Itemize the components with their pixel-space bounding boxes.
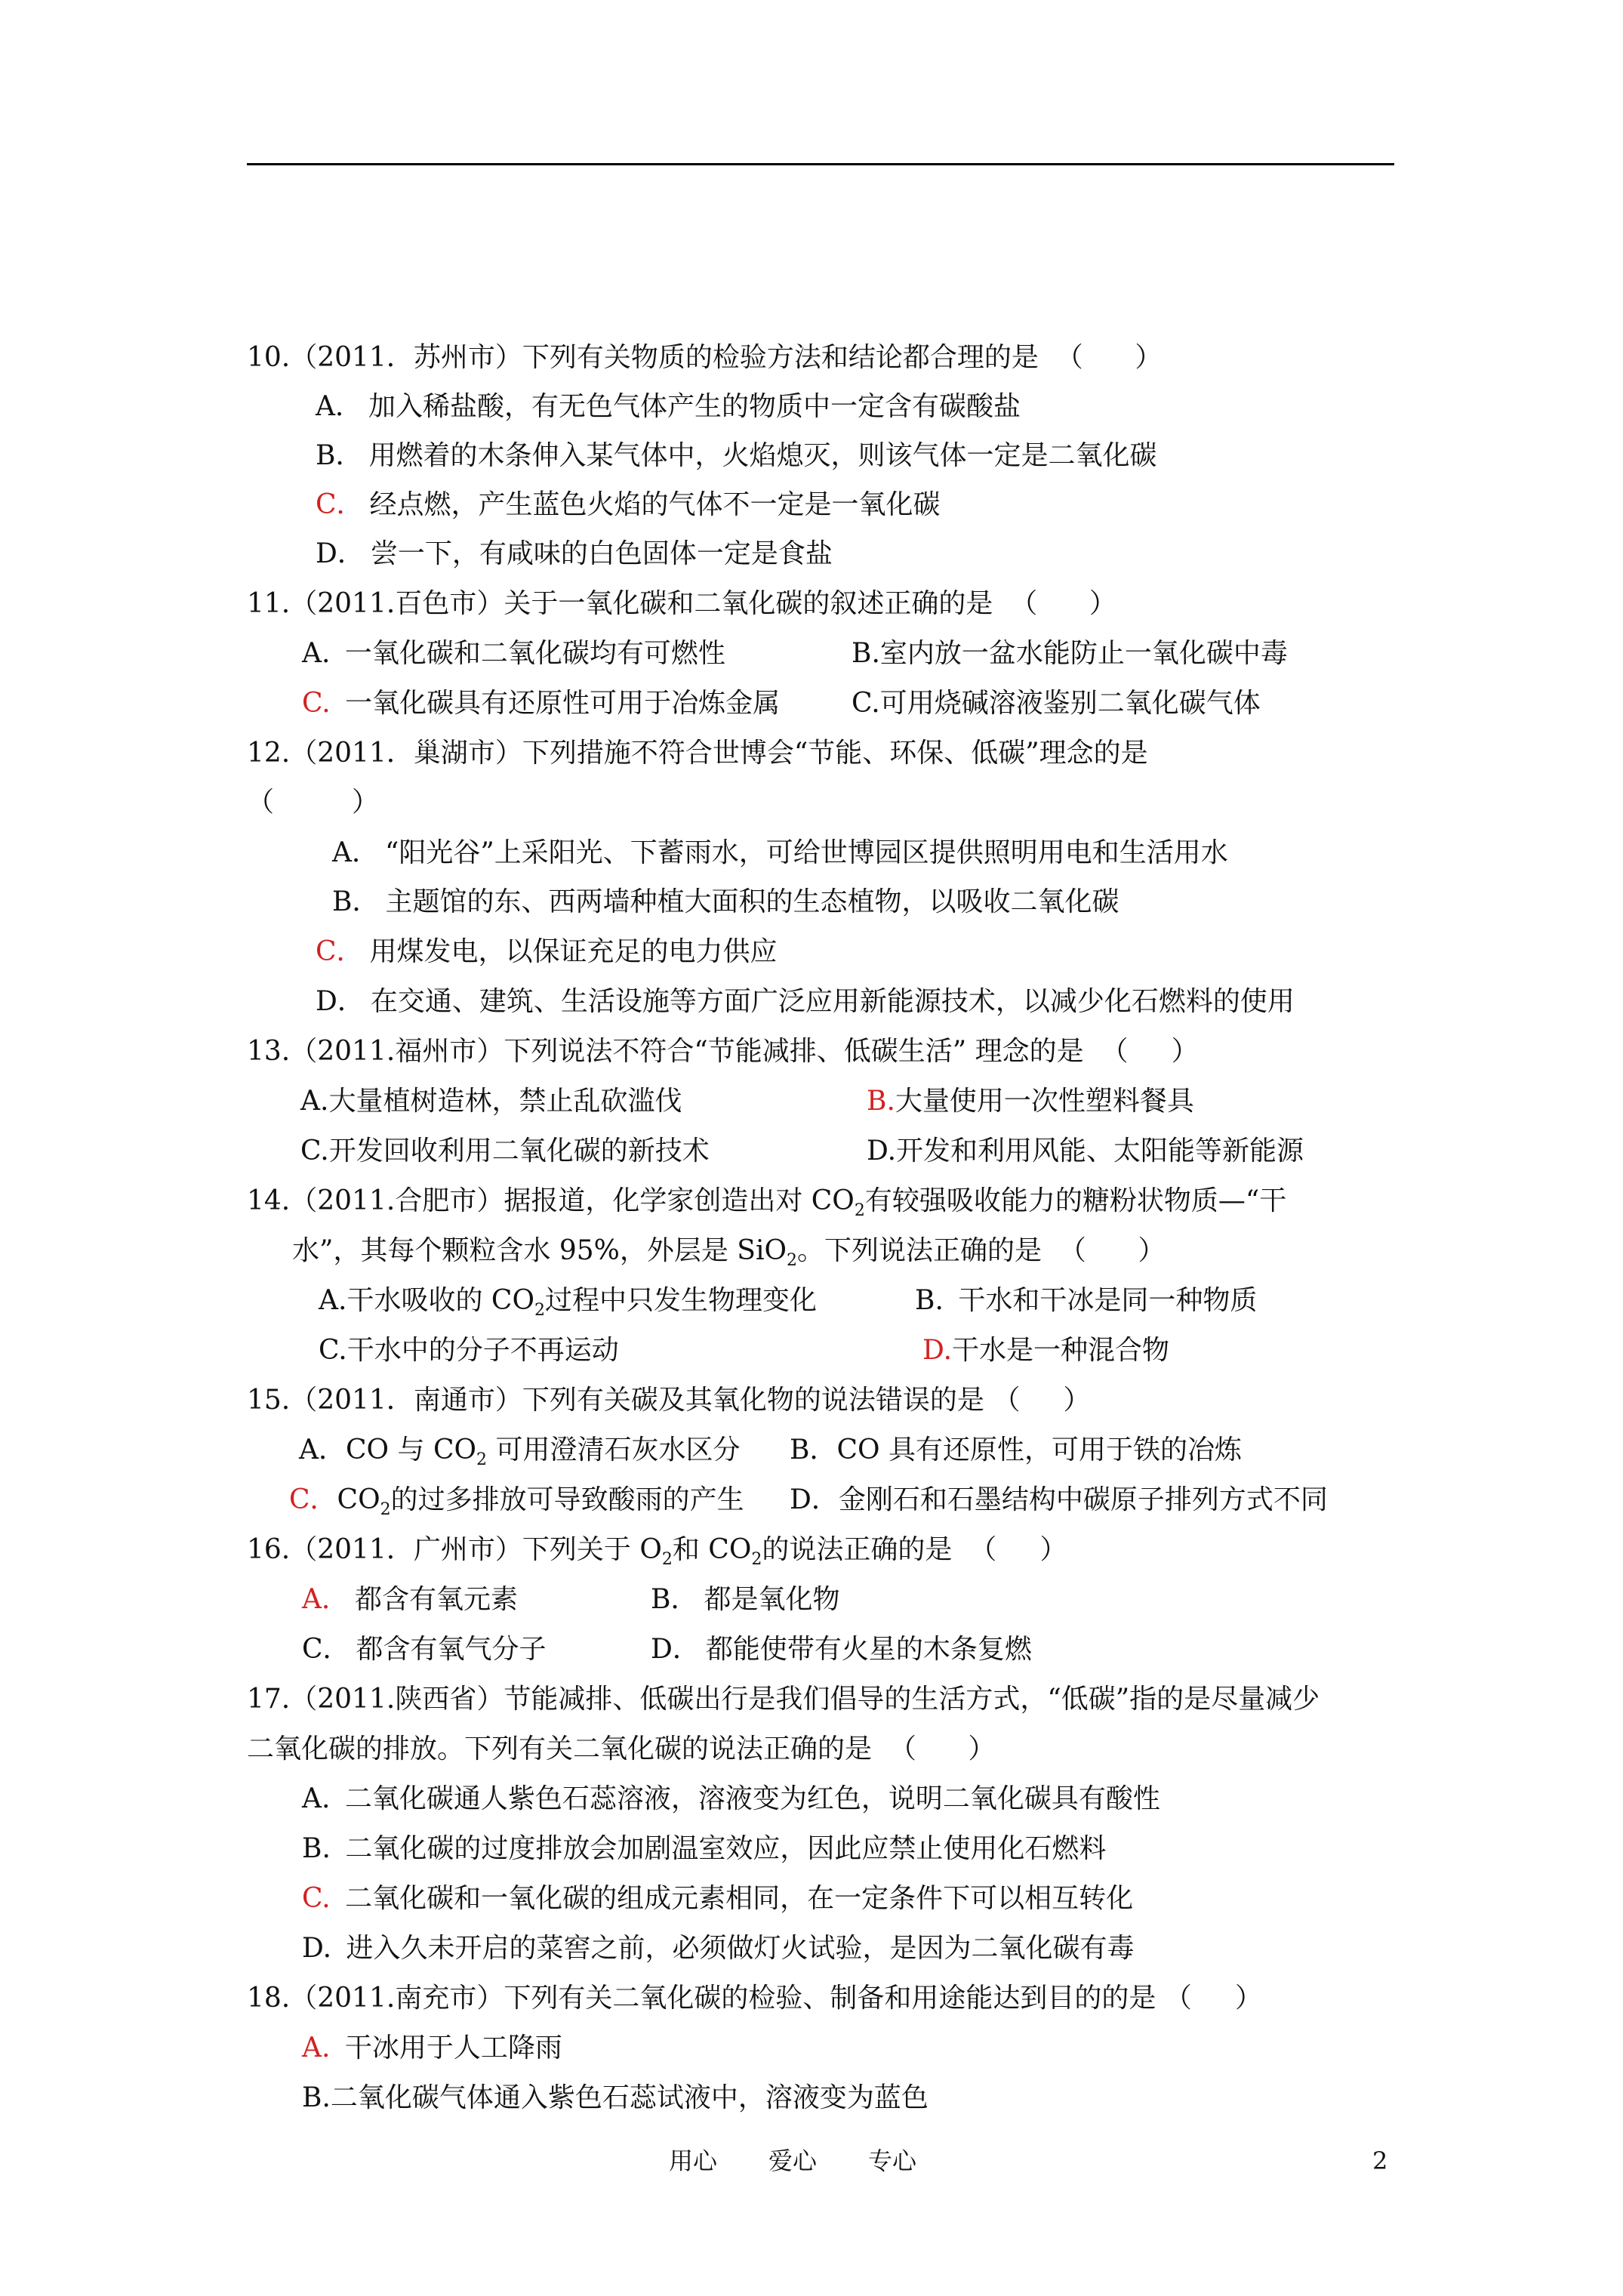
q17-option-c [302, 1882, 1133, 1915]
option-label: D． [316, 986, 365, 1017]
q11-option-c [302, 687, 780, 720]
q14-stem-part: 。下列说法正确的是 （ ） [797, 1235, 1166, 1266]
answer-label: B. [867, 1086, 895, 1117]
option-text: 二氧化碳通人紫色石蕊溶液，溶液变为红色，说明二氧化碳具有酸性 [336, 1783, 1160, 1814]
q17-option-d [302, 1932, 1134, 1965]
option-text: 都含有氧元素 [355, 1584, 519, 1615]
option-text: 干水和干冰是同一种物质 [949, 1285, 1258, 1316]
answer-label: C. [302, 688, 331, 719]
answer-label: C. [302, 1883, 331, 1914]
subscript: 2 [476, 1450, 488, 1469]
q18-option-a [302, 2032, 562, 2065]
option-label: B． [332, 886, 380, 917]
q12-option-d [316, 985, 1295, 1019]
option-text: 用燃着的木条伸入某气体中，火焰熄灭，则该气体一定是二氧化碳 [368, 440, 1157, 471]
option-label: A. [319, 1285, 347, 1316]
option-label: B． [790, 1435, 837, 1465]
option-text: 室内放一盆水能防止一氧化碳中毒 [879, 638, 1288, 669]
q17-option-a [302, 1783, 1160, 1816]
q17-stem-line1: 17.（2011.陕西省）节能减排、低碳出行是我们倡导的生活方式，“低碳”指的是尽量减少 [247, 1684, 1320, 1715]
q11-option-d [852, 687, 1261, 720]
q13-option-d [867, 1135, 1304, 1168]
option-text: 在交通、建筑、生活设施等方面广泛应用新能源技术，以减少化石燃料的使用 [370, 986, 1295, 1017]
option-text: 大量植树造林，禁止乱砍滥伐 [328, 1086, 682, 1117]
option-text: 二氧化碳气体通入紫色石蕊试液中，溶液变为蓝色 [330, 2082, 929, 2113]
q10-option-d [316, 538, 833, 571]
option-label: A． [332, 837, 379, 868]
q10-option-b [316, 439, 1156, 473]
answer-label: C． [316, 936, 364, 967]
option-text: 二氧化碳和一氧化碳的组成元素相同，在一定条件下可以相互转化 [336, 1883, 1134, 1914]
q14-option-a [319, 1284, 817, 1318]
option-label: A． [316, 391, 362, 422]
option-label: D. [867, 1136, 897, 1166]
option-text: CO 具有还原性，可用于铁的冶炼 [836, 1435, 1242, 1465]
subscript: 2 [661, 1550, 673, 1569]
q12-answer-paren: （ ） [247, 787, 379, 818]
footer-text-1: 用心 [669, 2147, 718, 2175]
option-text: 的过多排放可导致酸雨的产生 [390, 1484, 744, 1515]
option-label: B. [302, 1833, 331, 1864]
option-label: A. [302, 1783, 331, 1814]
q10-option-a [316, 390, 1021, 424]
answer-label: A. [302, 2032, 331, 2063]
option-text: 用煤发电，以保证充足的电力供应 [369, 936, 778, 967]
option-text: 干水吸收的 CO [346, 1285, 534, 1316]
option-text: 进入久未开启的菜窖之前，必须做灯火试验，是因为二氧化碳有毒 [337, 1933, 1135, 1964]
q14-stem-part: 14.（2011.合肥市）据报道，化学家创造出对 CO [247, 1185, 855, 1216]
option-text: 过程中只发生物理变化 [544, 1285, 817, 1316]
option-text: 干冰用于人工降雨 [336, 2032, 562, 2063]
option-text: 一氧化碳和二氧化碳均有可燃性 [336, 638, 725, 669]
q13-stem: 13.（2011.福州市）下列说法不符合“节能减排、低碳生活” 理念的是 （ ） [247, 1036, 1199, 1067]
q16-option-c [302, 1633, 547, 1666]
option-text: 都能使带有火星的木条复燃 [705, 1634, 1032, 1665]
q10-option-c [316, 488, 941, 522]
q18-stem: 18.（2011.南充市）下列有关二氧化碳的检验、制备和用途能达到目的的是 （ ） [247, 1983, 1262, 2014]
q15-option-b [790, 1434, 1242, 1467]
option-label: C. [852, 688, 880, 719]
option-label: A. [300, 1086, 329, 1117]
option-text: 二氧化碳的过度排放会加剧温室效应，因此应禁止使用化石燃料 [336, 1833, 1107, 1864]
option-text: CO [337, 1484, 380, 1515]
q16-stem-part: 16.（2011．广州市）下列关于 O [247, 1534, 662, 1565]
option-text: 干水是一种混合物 [952, 1335, 1170, 1366]
q16-option-a [302, 1583, 518, 1616]
option-label: B. [302, 2082, 331, 2113]
q15-stem: 15.（2011．南通市）下列有关碳及其氧化物的说法错误的是 （ ） [247, 1385, 1091, 1416]
q14-option-c [319, 1334, 619, 1367]
answer-label: C． [289, 1484, 337, 1515]
option-label: C. [300, 1136, 329, 1166]
q17-stem-line2: 二氧化碳的排放。下列有关二氧化碳的说法正确的是 （ ） [247, 1734, 996, 1764]
option-label: B. [915, 1285, 944, 1316]
answer-label: C． [316, 489, 364, 520]
q16-option-d [651, 1633, 1032, 1666]
option-label: A． [299, 1435, 346, 1465]
option-text: 经点燃，产生蓝色火焰的气体不一定是一氧化碳 [369, 489, 941, 520]
option-label: D． [651, 1634, 700, 1665]
footer-text-3: 专心 [868, 2147, 917, 2175]
q10-stem: 10.（2011．苏州市）下列有关物质的检验方法和结论都合理的是 （ ） [247, 342, 1163, 373]
footer-text-2: 爱心 [768, 2147, 818, 2175]
option-text: 都含有氧气分子 [356, 1634, 547, 1665]
q12-option-c [316, 935, 778, 969]
option-text: 开发和利用风能、太阳能等新能源 [896, 1136, 1304, 1166]
option-label: B. [852, 638, 880, 669]
q13-option-c [300, 1135, 710, 1168]
q17-option-b [302, 1832, 1106, 1866]
q16-option-b [651, 1583, 839, 1616]
q13-option-b [867, 1085, 1194, 1118]
option-label: C. [319, 1335, 347, 1366]
header-rule [247, 163, 1394, 165]
q12-option-b [332, 886, 1119, 919]
q12-stem: 12.（2011．巢湖市）下列措施不符合世博会“节能、环保、低碳”理念的是 [247, 738, 1148, 769]
q16-stem-part: 和 CO [672, 1534, 752, 1565]
q13-option-a [300, 1085, 682, 1118]
option-text: 干水中的分子不再运动 [346, 1335, 619, 1366]
subscript: 2 [787, 1251, 797, 1270]
q12-option-a [332, 837, 1228, 870]
option-label: D． [790, 1484, 839, 1515]
q16-stem-part: 的说法正确的是 （ ） [762, 1534, 1067, 1565]
option-label: C． [302, 1634, 350, 1665]
subscript: 2 [751, 1550, 762, 1569]
subscript: 2 [380, 1500, 391, 1519]
option-text: CO 与 CO [346, 1435, 477, 1465]
answer-label: D. [922, 1335, 953, 1366]
option-text: 可用澄清石灰水区分 [487, 1435, 741, 1465]
q14-option-b [915, 1284, 1257, 1318]
q11-stem: 11.（2011.百色市）关于一氧化碳和二氧化碳的叙述正确的是 （ ） [247, 588, 1116, 619]
option-text: 金刚石和石墨结构中碳原子排列方式不同 [838, 1484, 1328, 1515]
q14-stem-line1 [247, 1185, 1286, 1218]
q15-option-a [299, 1434, 740, 1467]
q14-stem-part: 有较强吸收能力的糖粉状物质—“干 [864, 1185, 1287, 1216]
option-text: 加入稀盐酸，有无色气体产生的物质中一定含有碳酸盐 [368, 391, 1021, 422]
option-text: “阳光谷”上采阳光、下蓄雨水，可给世博园区提供照明用电和生活用水 [385, 837, 1228, 868]
option-label: D． [316, 538, 365, 569]
option-text: 大量使用一次性塑料餐具 [895, 1086, 1194, 1117]
q18-option-b [302, 2082, 929, 2115]
option-text: 主题馆的东、西两墙种植大面积的生态植物，以吸收二氧化碳 [385, 886, 1119, 917]
option-text: 一氧化碳具有还原性可用于冶炼金属 [336, 688, 781, 719]
page-number: 2 [1372, 2147, 1388, 2175]
option-label: A. [302, 638, 331, 669]
q11-option-a [302, 637, 725, 670]
q14-stem-part: 水”，其每个颗粒含水 95%，外层是 SiO [292, 1235, 787, 1266]
option-text: 可用烧碱溶液鉴别二氧化碳气体 [879, 688, 1261, 719]
q11-option-b [852, 637, 1288, 670]
option-label: B． [651, 1584, 698, 1615]
q16-stem [247, 1533, 1067, 1567]
subscript: 2 [534, 1301, 545, 1320]
q15-option-d [790, 1484, 1328, 1517]
option-text: 都是氧化物 [704, 1584, 840, 1615]
option-label: B． [316, 440, 363, 471]
q15-option-c [289, 1484, 744, 1517]
q14-stem-line2 [292, 1234, 1166, 1268]
subscript: 2 [854, 1201, 865, 1220]
q14-option-d [922, 1334, 1169, 1367]
answer-label: A． [302, 1584, 349, 1615]
option-label: D. [302, 1933, 332, 1964]
option-text: 开发回收利用二氧化碳的新技术 [328, 1136, 710, 1166]
option-text: 尝一下，有咸味的白色固体一定是食盐 [370, 538, 833, 569]
